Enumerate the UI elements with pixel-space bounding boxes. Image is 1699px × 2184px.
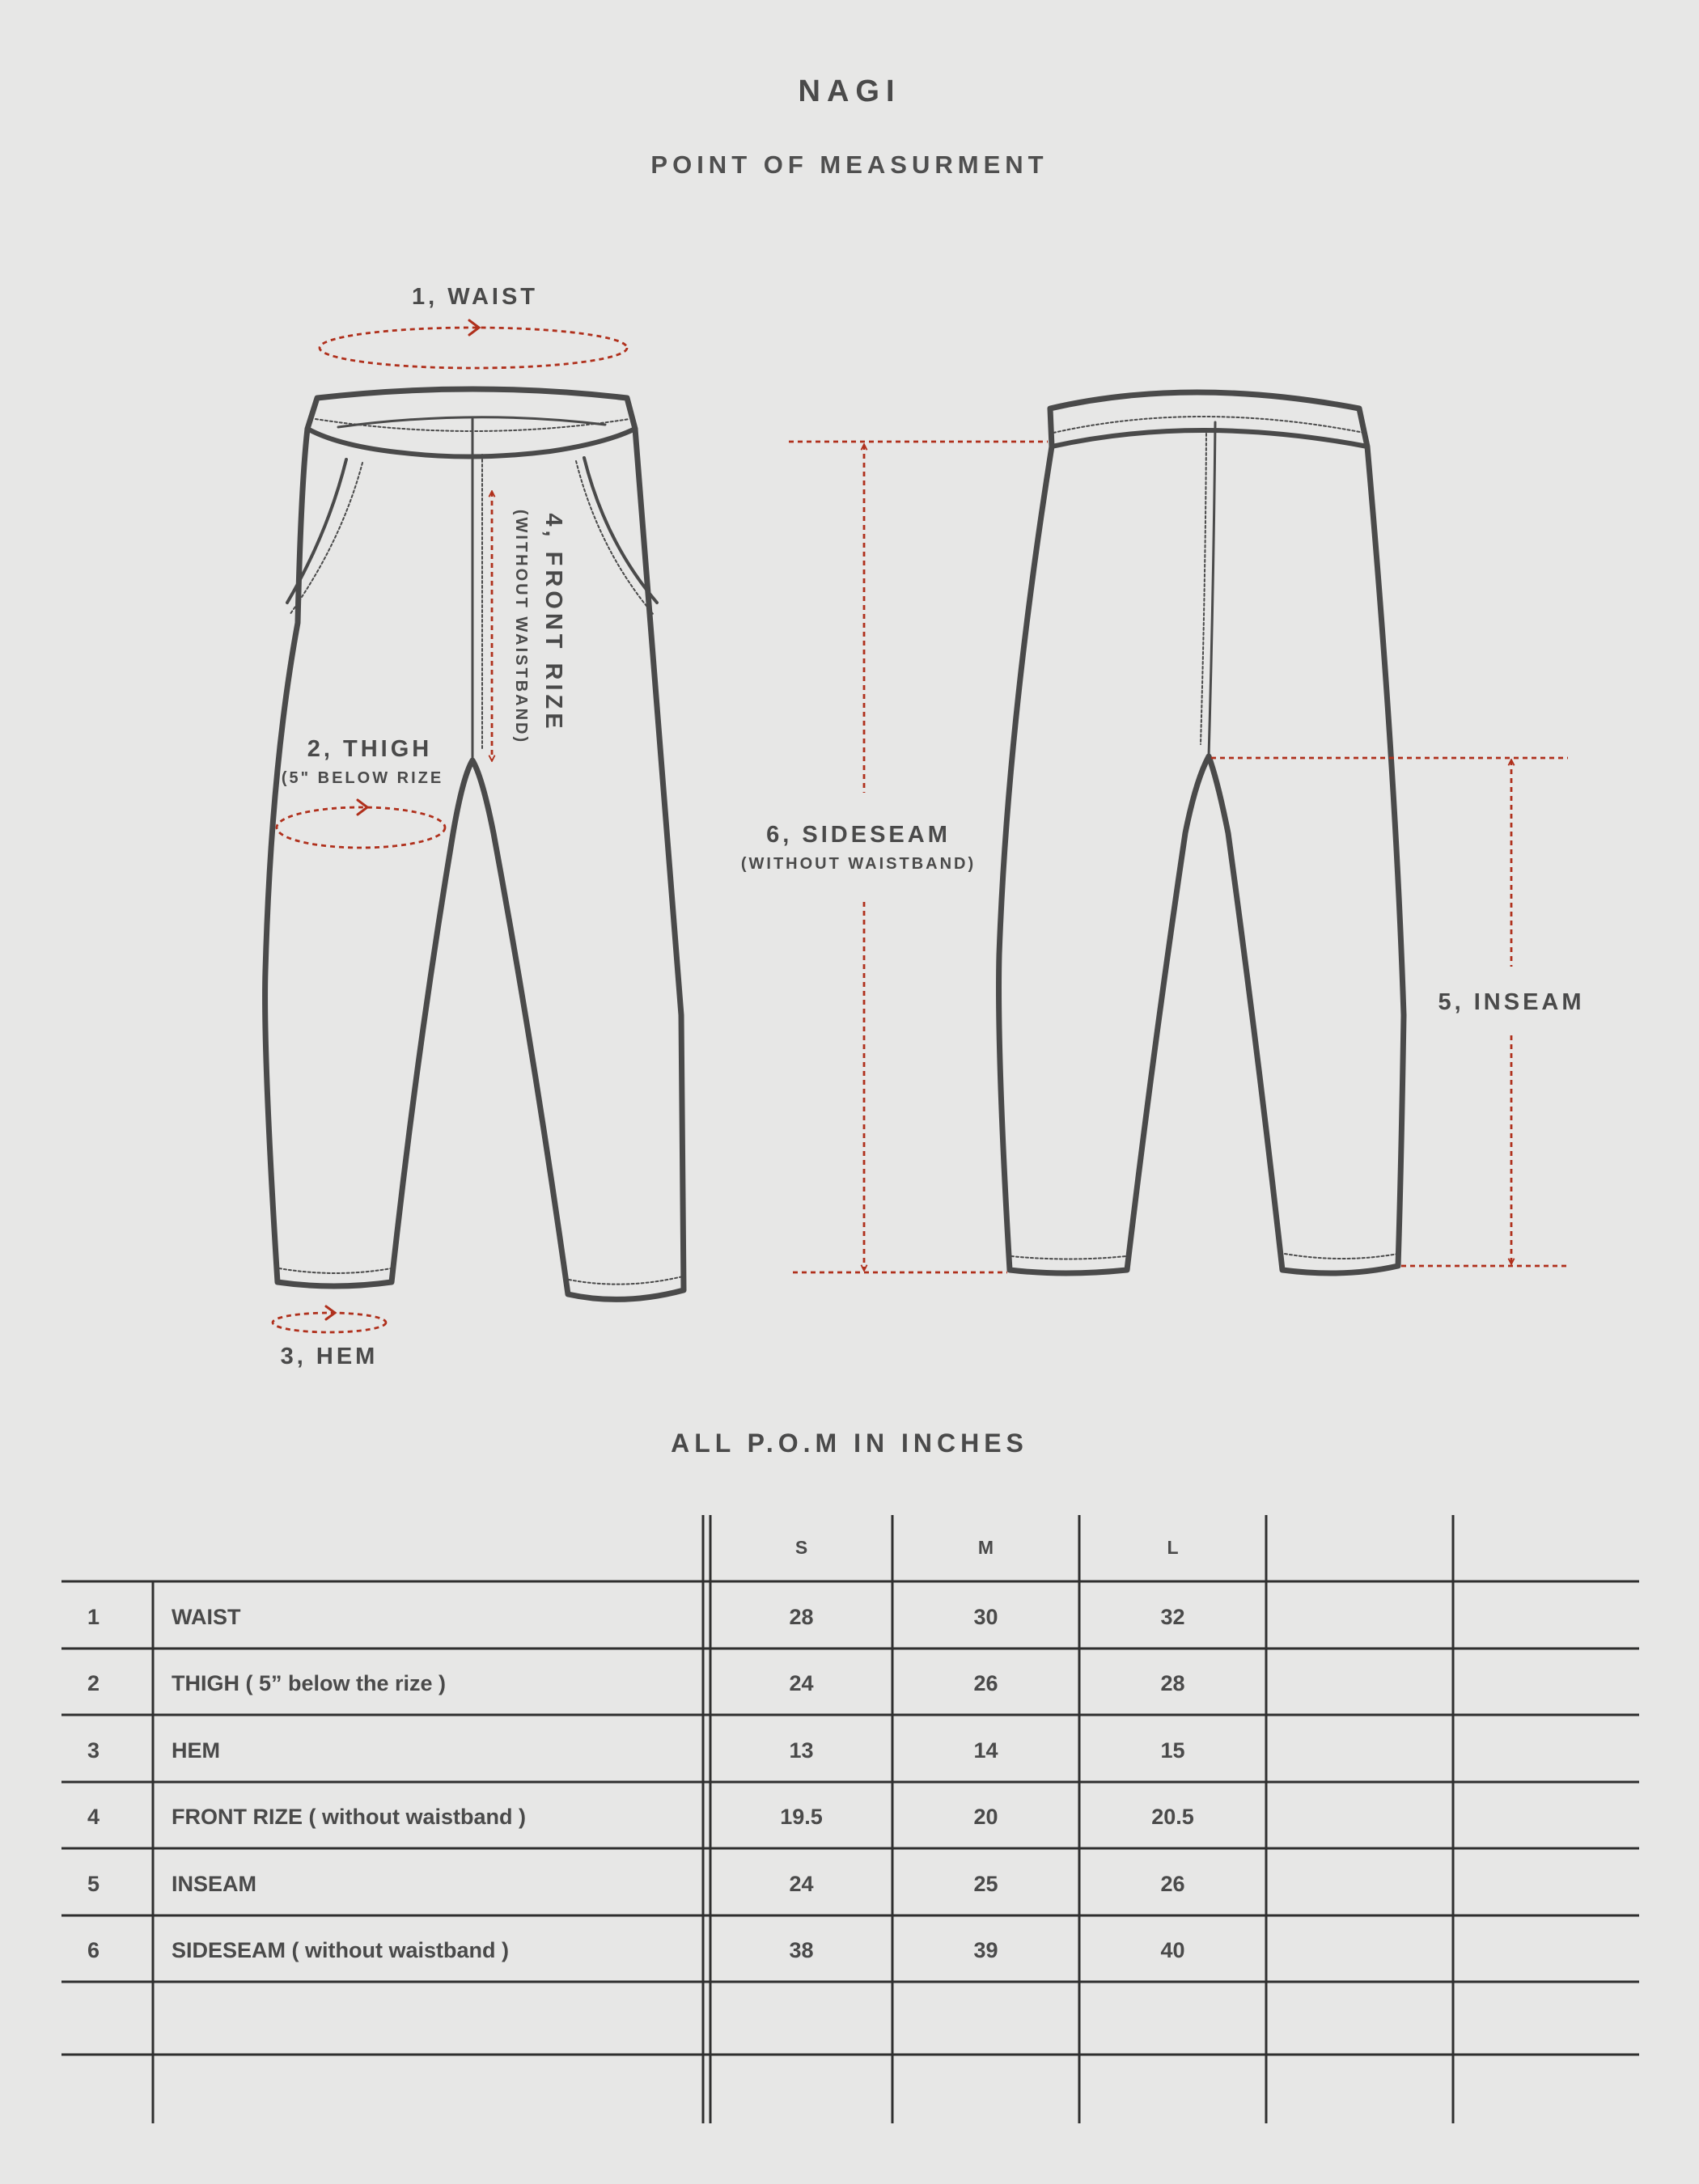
- value-l: 40: [1160, 1938, 1185, 1962]
- value-m: 39: [973, 1938, 998, 1962]
- table-caption: ALL P.O.M IN INCHES: [671, 1428, 1028, 1458]
- front-rize-note-label: (WITHOUT WAISTBAND): [512, 509, 530, 745]
- page-subtitle: POINT OF MEASURMENT: [650, 150, 1049, 179]
- sideseam-label: 6, SIDESEAM: [766, 822, 951, 848]
- row-measure-name: SIDESEAM ( without waistband ): [172, 1938, 509, 1962]
- row-measure-name: THIGH ( 5” below the rize ): [172, 1671, 447, 1695]
- hem-label: 3, HEM: [280, 1344, 379, 1369]
- size-header-l: L: [1167, 1537, 1179, 1558]
- row-number: 4: [87, 1805, 100, 1829]
- value-m: 25: [973, 1872, 998, 1896]
- row-measure-name: WAIST: [172, 1605, 241, 1629]
- value-m: 20: [973, 1805, 998, 1829]
- thigh-label: 2, THIGH: [307, 736, 433, 762]
- value-s: 24: [789, 1671, 814, 1695]
- size-header-m: M: [977, 1537, 994, 1558]
- page-title: NAGI: [798, 74, 901, 108]
- value-m: 14: [973, 1738, 998, 1763]
- value-l: 20.5: [1151, 1805, 1194, 1829]
- value-l: 15: [1160, 1738, 1185, 1763]
- value-s: 38: [789, 1938, 814, 1962]
- row-measure-name: INSEAM: [172, 1872, 257, 1896]
- row-number: 3: [87, 1738, 100, 1763]
- row-number: 5: [87, 1872, 100, 1896]
- row-measure-name: FRONT RIZE ( without waistband ): [172, 1805, 526, 1829]
- size-header-s: S: [794, 1537, 808, 1558]
- inseam-label: 5, INSEAM: [1438, 989, 1585, 1015]
- row-number: 2: [87, 1671, 100, 1695]
- value-l: 26: [1160, 1872, 1185, 1896]
- row-measure-name: HEM: [172, 1738, 220, 1763]
- value-l: 32: [1160, 1605, 1185, 1629]
- value-s: 24: [789, 1872, 814, 1896]
- value-s: 13: [789, 1738, 814, 1763]
- value-m: 30: [973, 1605, 998, 1629]
- value-m: 26: [973, 1671, 998, 1695]
- row-number: 6: [87, 1938, 100, 1962]
- waist-label: 1, WAIST: [411, 284, 539, 310]
- front-rize-label: 4, FRONT RIZE: [540, 513, 566, 733]
- value-s: 28: [789, 1605, 814, 1629]
- thigh-note-label: (5" BELOW RIZE: [281, 769, 444, 787]
- sideseam-note-label: (WITHOUT WAISTBAND): [740, 855, 977, 873]
- row-number: 1: [87, 1605, 100, 1629]
- value-s: 19.5: [780, 1805, 823, 1829]
- value-l: 28: [1160, 1671, 1185, 1695]
